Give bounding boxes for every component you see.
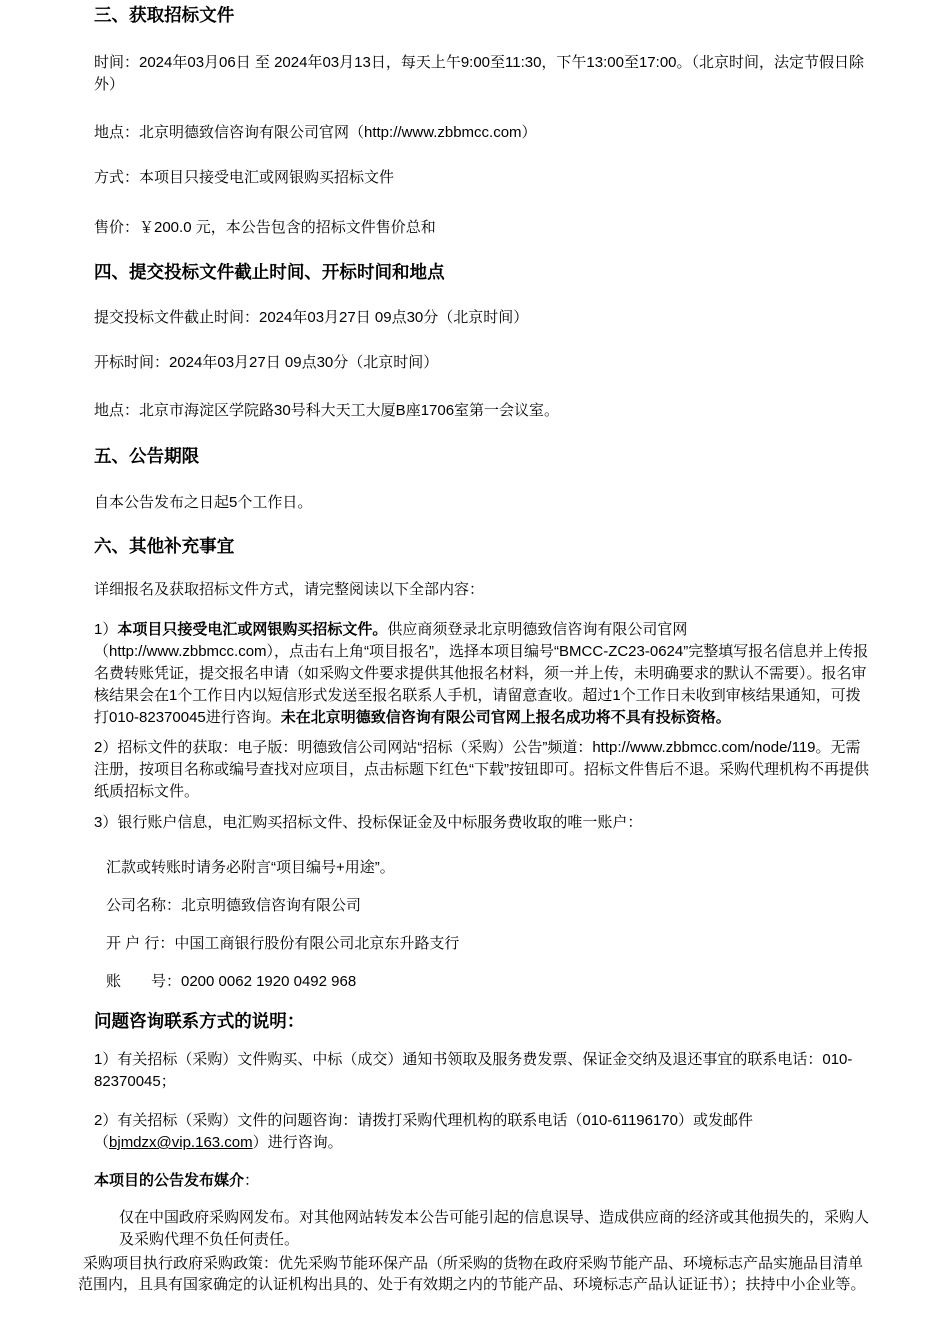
bid-opening-time-text: 开标时间：2024年03月27日 09点30分（北京时间） <box>94 354 439 371</box>
registration-instructions-item <box>94 619 872 729</box>
bid-opening-venue-text: 地点：北京市海淀区学院路30号科大天工大厦B座1706室第一会议室。 <box>94 402 560 419</box>
obtain-location-text: 地点：北京明德致信咨询有限公司官网（http://www.zbbmcc.com） <box>94 124 537 141</box>
document-download-item: 2）招标文件的获取：电子版：明德致信公司网站“招标（采购）公告”频道：http://www.zbbmcc.com/node/119。无需注册，按项目名称或编号查找对应项目，点击标题下红色“下载”按钮即可。招标文件售后不退。采购代理机构不再提供纸质招标文件。 <box>94 739 869 800</box>
contact-question-text <box>94 1110 872 1154</box>
transfer-note-text: 汇款或转账时请务必附言“项目编号+用途”。 <box>106 859 395 876</box>
submission-deadline-text: 提交投标文件截止时间：2024年03月27日 09点30分（北京时间） <box>94 309 529 326</box>
obtain-method-text: 方式：本项目只接受电汇或网银购买招标文件 <box>94 169 395 186</box>
item1-bold-lead: 本项目只接受电汇或网银购买招标文件。 <box>117 621 388 638</box>
obtain-time-text: 时间：2024年03月06日 至 2024年03月13日，每天上午9:00至11:30，下午13:00至17:00。（北京时间，法定节假日除外） <box>94 54 865 93</box>
obtain-price-text: 售价：￥200.0 元，本公告包含的招标文件售价总和 <box>94 219 436 236</box>
announcement-period-text: 自本公告发布之日起5个工作日。 <box>94 494 313 511</box>
contact-email-link[interactable]: bjmdzx@vip.163.com <box>109 1134 253 1151</box>
other-matters-intro-text: 详细报名及获取招标文件方式，请完整阅读以下全部内容： <box>94 581 485 598</box>
contact-question-post-text: ）进行咨询。 <box>252 1134 343 1151</box>
publish-media-colon: ： <box>244 1172 260 1189</box>
bank-company-name-text: 公司名称：北京明德致信咨询有限公司 <box>106 897 362 914</box>
publish-media-disclaimer-text: 仅在中国政府采购网发布。对其他网站转发本公告可能引起的信息误导、造成供应商的经济或其他损失的，采购人及采购代理不负任何责任。 <box>119 1209 870 1248</box>
contact-question-pre-text: 2）有关招标（采购）文件的问题咨询：请拨打采购代理机构的联系电话（010-61196170）或发邮件（ <box>94 1112 753 1151</box>
item1-bold-warning: 未在北京明德致信咨询有限公司官网上报名成功将不具有投标资格。 <box>280 709 731 726</box>
section-other-matters-heading: 六、其他补充事宜 <box>94 536 235 556</box>
publish-media-heading <box>94 1170 872 1192</box>
section-obtain-docs-heading: 三、获取招标文件 <box>94 5 235 25</box>
bank-account-number-text: 账 号：0200 0062 1920 0492 968 <box>106 973 357 990</box>
section-deadline-heading: 四、提交投标文件截止时间、开标时间和地点 <box>94 262 445 282</box>
contact-info-heading: 问题咨询联系方式的说明： <box>94 1011 305 1031</box>
section-announcement-period-heading: 五、公告期限 <box>94 446 200 466</box>
publish-media-label: 本项目的公告发布媒介 <box>94 1172 245 1189</box>
bank-branch-text: 开 户 行：中国工商银行股份有限公司北京东升路支行 <box>106 935 460 952</box>
procurement-policy-text: 采购项目执行政府采购政策：优先采购节能环保产品（所采购的货物在政府采购节能产品、环境标志产品实施品目清单范围内，且具有国家确定的认证机构出具的、处于有效期之内的节能产品、环境标志产品认证证书）；扶持中小企业等。 <box>78 1255 866 1293</box>
item1-body-text: 供应商须登录北京明德致信咨询有限公司官网（http://www.zbbmcc.com），点击右上角“项目报名”，选择本项目编号“BMCC-ZC23-0624”完整填写报名信息并上传报名费转账凭证，提交报名申请（如采购文件要求提供其他报名材料，须一并上传，未明确要求的默认不需要）。报名审核结果会在1个工作日内以短信形式发送至报名联系人手机，请留意查收。超过1个工作日未收到审核结果通知，可拨打010-82370045进行咨询。 <box>94 621 869 726</box>
contact-purchase-phone-text: 1）有关招标（采购）文件购买、中标（成交）通知书领取及服务费发票、保证金交纳及退还事宜的联系电话：010-82370045； <box>94 1051 853 1090</box>
bank-account-item: 3）银行账户信息，电汇购买招标文件、投标保证金及中标服务费收取的唯一账户： <box>94 814 643 831</box>
item1-number: 1） <box>94 621 118 638</box>
